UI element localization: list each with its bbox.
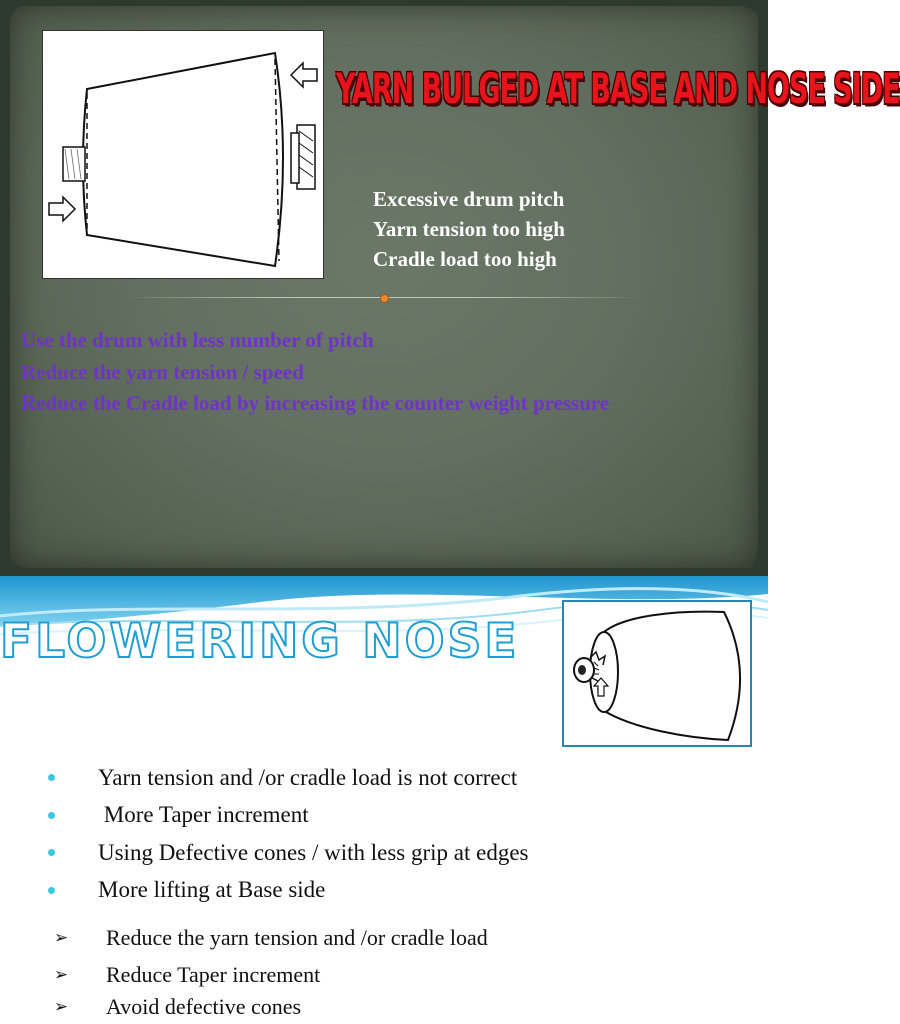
- cause-text: More Taper increment: [98, 802, 309, 828]
- remedy-item: [54, 919, 488, 957]
- cause-text: More lifting at Base side: [98, 877, 326, 903]
- remedy-text: Reduce the yarn tension and /or cradle load: [106, 925, 488, 950]
- arrow-right-icon: ➢: [54, 964, 69, 985]
- causes-list: [373, 184, 565, 274]
- cause-item: [48, 759, 529, 797]
- dot-icon: [48, 849, 55, 856]
- arrow-right-icon: [49, 197, 75, 221]
- arrow-right-icon: ➢: [54, 997, 69, 1017]
- cause-item: [48, 872, 529, 910]
- remedy-item: Reduce the yarn tension / speed: [21, 359, 304, 384]
- cause-item: [48, 834, 529, 872]
- cone-bulge-diagram: [42, 30, 324, 279]
- divider-dot-icon: [380, 294, 389, 303]
- remedy-text: Avoid defective cones: [106, 994, 302, 1019]
- cause-item: Yarn tension too high: [373, 217, 565, 241]
- cause-text: Yarn tension and /or cradle load is not correct: [98, 764, 518, 790]
- remedy-item: [54, 992, 488, 1022]
- causes-list: [48, 759, 529, 909]
- cause-item: [48, 797, 529, 835]
- dot-icon: [48, 887, 55, 894]
- slide-title: FLOWERING NOSE: [0, 614, 520, 669]
- dot-icon: [48, 812, 55, 819]
- cone-bulge-illustration: [43, 31, 323, 278]
- remedy-text: Reduce Taper increment: [106, 961, 321, 987]
- slide-title: YARN BULGED AT BASE AND NOSE SIDE: [336, 66, 900, 115]
- remedy-item: [54, 957, 488, 992]
- slide-flowering-nose: [0, 576, 768, 1024]
- remedies-list: [21, 325, 609, 420]
- cause-text: Using Defective cones / with less grip at edges: [98, 839, 529, 865]
- cause-item: Excessive drum pitch: [373, 187, 565, 211]
- cause-item: Cradle load too high: [373, 247, 557, 271]
- remedy-item: Use the drum with less number of pitch: [21, 328, 374, 352]
- remedies-list: [54, 919, 488, 1022]
- dot-icon: [48, 774, 55, 781]
- arrow-left-icon: [291, 63, 317, 87]
- flowering-nose-illustration: [564, 602, 750, 745]
- flowering-nose-diagram: [562, 600, 752, 747]
- arrow-right-icon: ➢: [54, 928, 69, 948]
- remedy-item: Reduce the Cradle load by increasing the counter weight pressure: [21, 391, 610, 415]
